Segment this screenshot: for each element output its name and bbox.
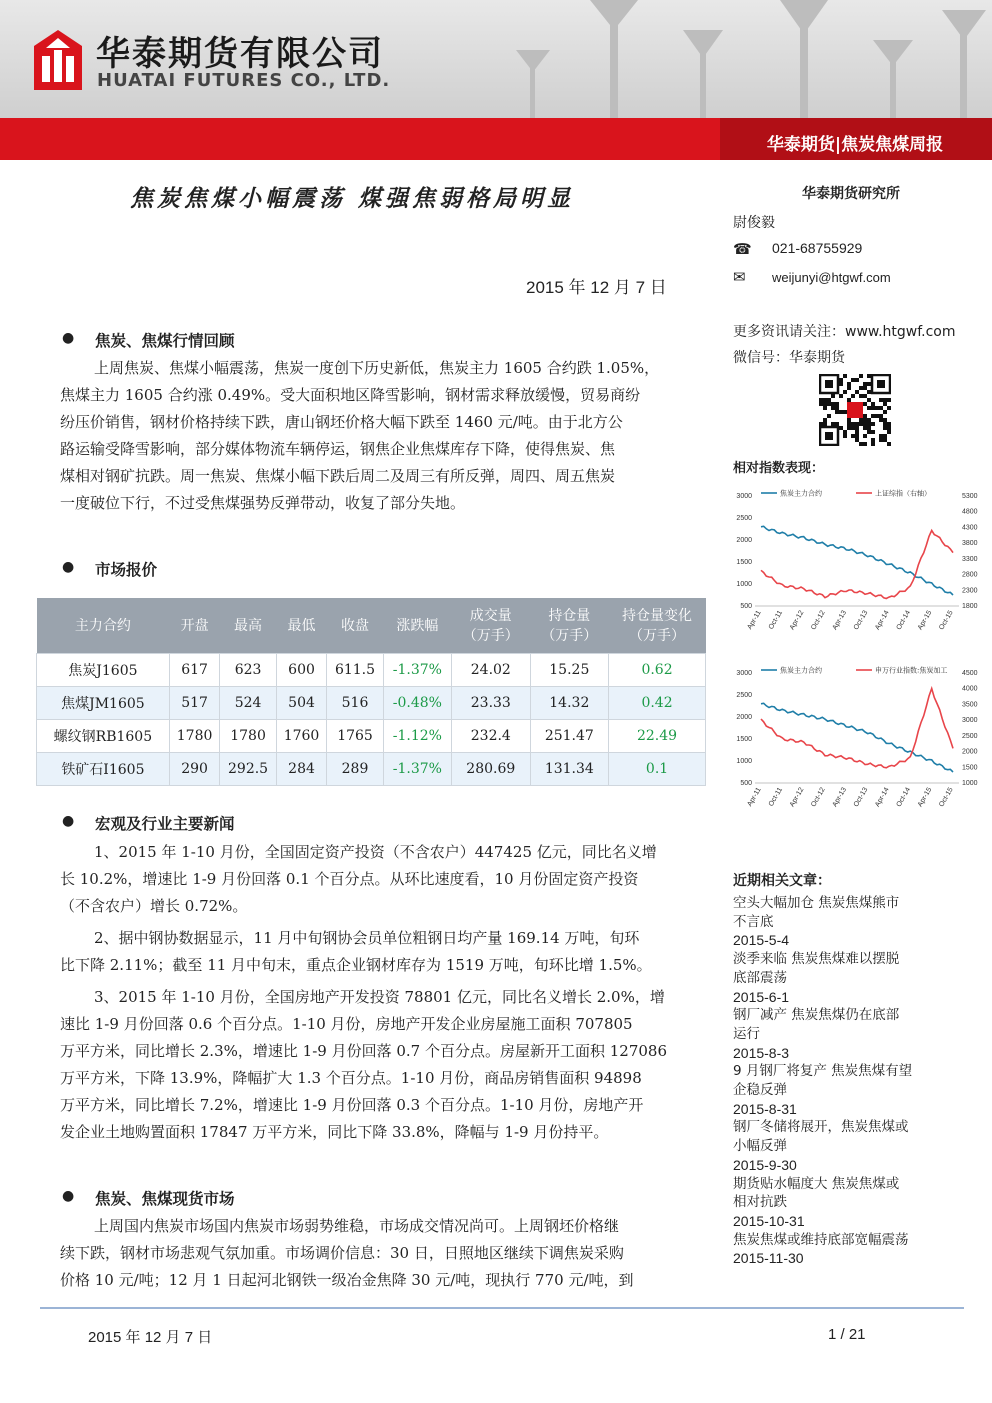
recent-article-title[interactable]: 钢厂减产 焦炭焦煤仍在底部 — [733, 1007, 900, 1024]
column-header: 成交量 （万手） — [452, 598, 531, 654]
spot-line: 续下跌，钢材市场悲观气氛加重。市场调价信息：30 日，日照地区继续下调焦炭采购 — [60, 1244, 624, 1262]
company-name-en: HUATAI FUTURES CO., LTD. — [97, 70, 391, 91]
macro-line: 速比 1-9 月份回落 0.6 个百分点。1-10 月份，房地产开发企业房屋施工面积 707805 — [60, 1015, 633, 1033]
x-tick-label: Oct-13 — [852, 786, 870, 809]
column-header: 持仓量变化 （万手） — [609, 598, 706, 654]
recent-article-title[interactable]: 运行 — [733, 1025, 760, 1042]
author-name: 尉俊毅 — [733, 215, 775, 231]
recent-article-date: 2015-9-30 — [733, 1156, 797, 1173]
macro-news-item — [60, 925, 708, 979]
mail-icon: ✉ — [733, 268, 746, 286]
footer-divider — [40, 1307, 964, 1309]
table-header-row — [37, 598, 706, 654]
page-number: 1 / 21 — [828, 1326, 866, 1343]
research-institute: 华泰期货研究所 — [802, 186, 900, 202]
macro-line: 3、2015 年 1-10 月份，全国房地产开发投资 78801 亿元，同比名义增长 2.0%，增 — [94, 988, 665, 1006]
y-tick-right: 3000 — [962, 717, 978, 725]
table-cell: 螺纹钢RB1605 — [37, 720, 170, 753]
review-paragraph — [60, 355, 708, 517]
table-cell: 284 — [276, 753, 327, 786]
x-tick-label: Apr-13 — [831, 786, 849, 809]
table-cell: 289 — [327, 753, 383, 786]
spot-line: 价格 10 元/吨；12 月 1 日起河北钢铁一级冶金焦降 30 元/吨，现执行 770 元/吨，到 — [60, 1271, 634, 1289]
table-cell: 23.33 — [452, 687, 531, 720]
table-cell: 280.69 — [452, 753, 531, 786]
x-tick-label: Apr-15 — [916, 609, 934, 632]
y-tick-left: 500 — [740, 603, 752, 610]
table-cell: 611.5 — [327, 654, 383, 687]
y-tick-left: 2000 — [736, 714, 752, 721]
x-tick-label: Oct-11 — [767, 609, 785, 631]
macro-line: 1、2015 年 1-10 月份，全国固定资产投资（不含农户）447425 亿元，同比名义增 — [94, 843, 657, 861]
x-tick-label: Oct-15 — [938, 609, 955, 632]
column-header: 最高 — [220, 598, 276, 654]
bullet-icon: ● — [62, 813, 75, 829]
recent-article-title[interactable]: 焦炭焦煤或维持底部宽幅震荡 — [733, 1231, 909, 1248]
y-tick-left: 2500 — [736, 692, 752, 699]
legend-label: 焦炭主力合约 — [780, 489, 822, 498]
company-name-cn: 华泰期货有限公司 — [96, 34, 384, 74]
table-cell: 14.32 — [530, 687, 609, 720]
table-cell: 0.1 — [609, 753, 706, 786]
relative-index-chart-2 — [731, 661, 989, 811]
recent-article-date: 2015-8-3 — [733, 1044, 790, 1061]
y-tick-left: 2500 — [736, 515, 752, 522]
y-tick-left: 2000 — [736, 537, 752, 544]
y-tick-left: 3000 — [736, 493, 752, 500]
recent-article-title[interactable]: 淡季来临 焦炭焦煤难以摆脱 — [733, 951, 900, 968]
macro-news — [60, 839, 708, 1146]
relative-index-chart-1 — [731, 484, 989, 634]
x-tick-label: Apr-11 — [746, 609, 763, 631]
y-tick-right: 3800 — [962, 540, 978, 548]
series-line — [761, 526, 953, 595]
y-tick-right: 2300 — [962, 587, 978, 595]
recent-article-date: 2015-5-4 — [733, 932, 790, 949]
recent-article-title[interactable]: 不言底 — [733, 913, 774, 930]
macro-line: 长 10.2%，增速比 1-9 月份回落 0.1 个百分点。从环比速度看，10 月份固定资产投资 — [60, 870, 639, 888]
y-tick-right: 4500 — [962, 670, 978, 677]
y-tick-right: 1500 — [962, 764, 978, 772]
macro-line: 2、据中钢协数据显示，11 月中旬钢协会员单位粗钢日均产量 169.14 万吨，旬环 — [94, 929, 640, 947]
table-cell: 1780 — [169, 720, 220, 753]
table-cell: 251.47 — [530, 720, 609, 753]
column-header: 持仓量 （万手） — [530, 598, 609, 654]
legend-label: 焦炭主力合约 — [780, 666, 822, 675]
recent-article-title[interactable]: 相对抗跌 — [733, 1194, 787, 1211]
table-cell: 0.62 — [609, 654, 706, 687]
recent-article-title[interactable]: 空头大幅加仓 焦炭焦煤熊市 — [733, 895, 900, 911]
review-line: 纷压价销售，钢材价格持续下跌，唐山钢坯价格大幅下跌至 1460 元/吨。由于北方公 — [60, 413, 623, 431]
y-tick-left: 500 — [740, 780, 752, 787]
table-cell: 15.25 — [530, 654, 609, 687]
spot-line: 上周国内焦炭市场国内焦炭市场弱势维稳，市场成交情况尚可。上周钢坯价格继 — [94, 1217, 620, 1235]
y-tick-right: 3300 — [962, 555, 978, 563]
column-header: 涨跌幅 — [383, 598, 451, 654]
table-cell: 22.49 — [609, 720, 706, 753]
x-tick-label: Oct-11 — [767, 786, 785, 808]
table-cell: 0.42 — [609, 687, 706, 720]
y-tick-right: 4800 — [962, 508, 978, 516]
column-header: 最低 — [276, 598, 327, 654]
macro-news-item — [60, 984, 708, 1146]
section-heading-review: 焦炭、焦煤行情回顾 — [95, 332, 235, 350]
review-line: 上周焦炭、焦煤小幅震荡，焦炭一度创下历史新低，焦炭主力 1605 合约跌 1.05%， — [94, 359, 660, 377]
y-tick-left: 1000 — [736, 758, 752, 765]
quote-table — [36, 598, 706, 786]
table-cell: 623 — [220, 654, 276, 687]
table-cell: 617 — [169, 654, 220, 687]
y-tick-right: 2500 — [962, 732, 978, 740]
series-line — [761, 689, 953, 768]
table-cell: 焦炭J1605 — [37, 654, 170, 687]
table-row — [37, 687, 706, 720]
x-tick-label: Oct-13 — [852, 609, 870, 632]
y-tick-right: 4000 — [962, 685, 978, 693]
spot-paragraph — [60, 1213, 708, 1294]
section-heading-macro: 宏观及行业主要新闻 — [95, 815, 235, 833]
table-cell: 600 — [276, 654, 327, 687]
table-cell: 铁矿石I1605 — [37, 753, 170, 786]
x-tick-label: Apr-12 — [788, 786, 806, 809]
column-header: 收盘 — [327, 598, 383, 654]
macro-line: 万平方米，下降 13.9%，降幅扩大 1.3 个百分点。1-10 月份，商品房销售面积 94898 — [60, 1069, 642, 1087]
macro-news-item — [60, 839, 708, 920]
y-tick-right: 2800 — [962, 571, 978, 579]
legend-label: 上证综指（右轴） — [875, 489, 931, 498]
table-row — [37, 720, 706, 753]
table-cell: -1.37% — [383, 654, 451, 687]
report-title: 焦炭焦煤小幅震荡 煤强焦弱格局明显 — [130, 185, 575, 212]
y-tick-left: 3000 — [736, 670, 752, 677]
series-line — [761, 530, 953, 598]
recent-article-title[interactable]: 期货贴水幅度大 焦炭焦煤或 — [733, 1175, 900, 1192]
review-line: 焦煤主力 1605 合约涨 0.49%。受大面积地区降雪影响，钢材需求释放缓慢，贸易商纷 — [60, 386, 641, 404]
table-cell: 1780 — [220, 720, 276, 753]
recent-article-title[interactable]: 小幅反弹 — [733, 1138, 787, 1155]
author-email[interactable]: weijunyi@htgwf.com — [772, 270, 891, 285]
y-tick-left: 1500 — [736, 559, 752, 566]
legend-label: 申万行业指数:焦炭加工 — [875, 666, 948, 675]
table-cell: -0.48% — [383, 687, 451, 720]
table-cell: 504 — [276, 687, 327, 720]
x-tick-label: Apr-11 — [746, 786, 763, 808]
macro-line: （不含农户）增长 0.72%。 — [60, 897, 248, 915]
author-phone: 021-68755929 — [772, 240, 863, 256]
x-tick-label: Apr-14 — [874, 786, 891, 809]
y-tick-right: 1800 — [962, 603, 978, 610]
x-tick-label: Oct-12 — [810, 786, 827, 809]
recent-article-title[interactable]: 9 月钢厂将复产 焦炭焦煤有望 — [733, 1063, 913, 1080]
column-header: 主力合约 — [37, 598, 170, 654]
column-header: 开盘 — [169, 598, 220, 654]
recent-article-title[interactable]: 钢厂冬储将展开，焦炭焦煤或 — [733, 1119, 909, 1136]
macro-line: 万平方米，同比增长 2.3%，增速比 1-9 月份回落 0.7 个百分点。房屋新开工面积 127086 — [60, 1042, 667, 1060]
report-date: 2015 年 12 月 7 日 — [526, 278, 667, 297]
y-tick-right: 1000 — [962, 780, 978, 787]
review-line: 一度破位下行，不过受焦煤强势反弹带动，收复了部分失地。 — [60, 494, 466, 512]
table-cell: 1760 — [276, 720, 327, 753]
y-tick-left: 1500 — [736, 736, 752, 743]
table-cell: -1.37% — [383, 753, 451, 786]
follow-website[interactable]: 更多资讯请关注：www.htgwf.com — [733, 324, 956, 340]
y-tick-right: 5300 — [962, 493, 978, 500]
table-cell: 516 — [327, 687, 383, 720]
x-tick-label: Apr-15 — [916, 786, 934, 809]
y-tick-right: 2000 — [962, 748, 978, 756]
wechat-id: 微信号：华泰期货 — [733, 350, 845, 366]
y-tick-left: 1000 — [736, 581, 752, 588]
table-cell: 524 — [220, 687, 276, 720]
review-line: 煤相对钢矿抗跌。周一焦炭、焦煤小幅下跌后周二及周三有所反弹，周四、周五焦炭 — [60, 467, 616, 485]
review-line: 路运输受降雪影响，部分媒体物流车辆停运，钢焦企业焦煤库存下降，使得焦炭、焦 — [60, 440, 616, 458]
table-row — [37, 753, 706, 786]
macro-line: 万平方米，同比增长 7.2%，增速比 1-9 月份回落 0.3 个百分点。1-10 月份，房地产开 — [60, 1096, 644, 1114]
x-tick-label: Apr-14 — [874, 609, 891, 632]
recent-article-date: 2015-6-1 — [733, 988, 790, 1005]
x-tick-label: Oct-12 — [810, 609, 827, 632]
table-cell: 292.5 — [220, 753, 276, 786]
y-tick-right: 4300 — [962, 524, 978, 532]
x-tick-label: Apr-13 — [831, 609, 849, 632]
table-cell: 24.02 — [452, 654, 531, 687]
recent-article-date: 2015-11-30 — [733, 1250, 804, 1267]
section-heading-spot: 焦炭、焦煤现货市场 — [95, 1190, 235, 1208]
table-cell: -1.12% — [383, 720, 451, 753]
table-cell: 1765 — [327, 720, 383, 753]
y-tick-right: 3500 — [962, 701, 978, 709]
recent-articles-list — [733, 894, 933, 1268]
bullet-icon: ● — [62, 559, 75, 575]
table-cell: 焦煤JM1605 — [37, 687, 170, 720]
x-tick-label: Apr-12 — [788, 609, 806, 632]
macro-line: 发企业土地购置面积 17847 万平方米，同比下降 33.8%，降幅与 1-9 月份持平。 — [60, 1123, 609, 1141]
table-cell: 232.4 — [452, 720, 531, 753]
macro-line: 比下降 2.11%；截至 11 月中旬末，重点企业钢材库存为 1519 万吨，旬环比增 1.5%。 — [60, 956, 652, 974]
huatai-logo-icon — [30, 26, 86, 94]
recent-article-title[interactable]: 底部震荡 — [733, 969, 787, 986]
chart-heading: 相对指数表现： — [733, 461, 825, 476]
bullet-icon: ● — [62, 330, 75, 346]
section-heading-quotes: 市场报价 — [95, 561, 158, 579]
x-tick-label: Oct-15 — [938, 786, 955, 809]
table-row — [37, 654, 706, 687]
x-tick-label: Oct-14 — [895, 786, 913, 809]
table-cell: 517 — [169, 687, 220, 720]
table-cell: 290 — [169, 753, 220, 786]
x-tick-label: Oct-14 — [895, 609, 913, 632]
header-decoration — [470, 0, 992, 118]
footer-date: 2015 年 12 月 7 日 — [88, 1329, 213, 1346]
report-name: 华泰期货|焦炭焦煤周报 — [766, 135, 944, 155]
recent-article-title[interactable]: 企稳反弹 — [733, 1082, 787, 1099]
recent-articles-heading: 近期相关文章： — [733, 873, 831, 889]
phone-icon: ☎ — [733, 240, 752, 258]
bullet-icon: ● — [62, 1188, 75, 1204]
qr-code-icon — [819, 374, 891, 446]
table-cell: 131.34 — [530, 753, 609, 786]
recent-article-date: 2015-8-31 — [733, 1100, 797, 1117]
recent-article-date: 2015-10-31 — [733, 1212, 805, 1229]
